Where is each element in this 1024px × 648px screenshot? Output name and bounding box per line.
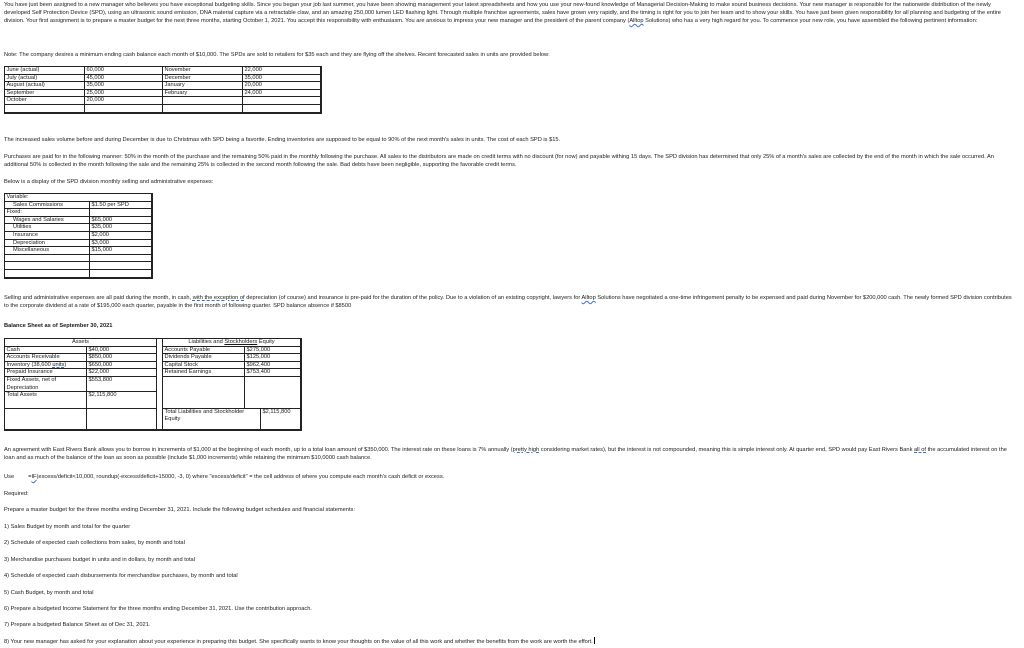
required-item-text: 2) Schedule of expected cash collections from sales, by month and total (4, 540, 185, 546)
bs-empty-cell (5, 409, 87, 431)
agreement-paragraph (4, 446, 1018, 462)
liabilities-header (163, 339, 301, 347)
bs-value: $125,000 (245, 354, 301, 362)
expense-label: Utilities (5, 224, 90, 232)
fixed-assets-label-1: Fixed Assets, net of (6, 377, 57, 383)
below-paragraph (4, 178, 1018, 186)
selling-text-c: depreciation (of course) and insurance is pre-paid for the duration of the policy. Due to a violation of an existing copyright, lawyers for (244, 295, 582, 301)
bs-empty-cell (163, 377, 245, 409)
required-heading: Required: (4, 491, 29, 497)
bs-empty-cell (245, 377, 301, 409)
required-item[interactable] (4, 637, 1018, 646)
forecast-units: 25,000 (85, 90, 163, 98)
forecast-month: February (163, 90, 243, 98)
bs-value: $2,115,800 (87, 392, 157, 408)
company-name: Alltop (581, 295, 596, 301)
expense-empty-cell (90, 262, 152, 270)
use-equals: = (28, 474, 32, 480)
forecast-units: 60,000 (85, 67, 163, 75)
bs-label: Dividends Payable (163, 354, 245, 362)
balance-sheet-title-wrap (4, 322, 1018, 330)
required-item (4, 539, 1018, 547)
company-name: Alltop (629, 18, 644, 24)
forecast-empty-cell (243, 97, 321, 105)
inventory-label-a: Inventory (38,600 (6, 361, 53, 368)
bs-label (163, 409, 261, 431)
bs-value: $22,000 (87, 369, 157, 377)
agreement-text-c: considering market rates), but the interest is not compounded, meaning this is simple interest only. At quarter end, SPD would pay East Rivers Bank (539, 447, 914, 453)
increase-paragraph (4, 136, 1018, 144)
forecast-units: 35,000 (85, 82, 163, 90)
expense-value: $65,000 (90, 217, 152, 225)
total-le-label-1: Total Liabilities and Stockholder (164, 408, 245, 415)
fixed-assets-label-2: Depreciation (6, 384, 39, 391)
selling-text-d: Solutions have negotiated a one-time infringement penalty to be expensed and paid during November for $200,000 cash. The newly formed SPD division contributes to the corporate dividend at a rate of $195,000 each quarter, payable in the first month of following quarter. SPD balance absence if $8500 (4, 295, 1012, 309)
balance-sheet-table (4, 338, 302, 431)
expense-value: $35,000 (90, 224, 152, 232)
expense-label: Miscellaneous (5, 247, 90, 255)
text-cursor (594, 637, 595, 644)
required-item-text: 5) Cash Budget, by month and total (4, 590, 94, 596)
forecast-month: December (163, 75, 243, 83)
required-item-text: 3) Merchandise purchases budget in units and in dollars, by month and total (4, 557, 195, 563)
expense-empty-cell (5, 262, 90, 270)
required-item-text: 6) Prepare a budgeted Income Statement for the three months ending December 31, 2021. Use the contribution approach. (4, 606, 312, 612)
expense-empty-cell (90, 270, 152, 278)
bs-label (5, 362, 87, 370)
selling-text-a: Selling and administrative expenses are all paid during the month, in cash, (4, 295, 193, 301)
purchases-text: Purchases are paid for in the following manner: 50% in the month of the purchase and the remaining 50% paid in the monthly following the purchase. All sales to the distributors are made on credit terms with no discount (for now) and payable withing 15 days. The SPD division has determined that only 25% of a month's sales are collected by the end of the month in which the sale occurred. An additional 50% is collected in the month following the sale and the remaining 25% is collected in the second month following the sale. Bad debts have been negligible, supporting the favorable credit terms. (4, 154, 994, 168)
expense-label: Depreciation (5, 240, 90, 248)
forecast-empty-cell (85, 105, 163, 113)
note-paragraph (4, 51, 1018, 59)
expense-label: Sales Commissions (5, 202, 90, 210)
expense-empty-cell (90, 255, 152, 263)
forecast-units: 20,000 (85, 97, 163, 105)
bs-value: $2,115,800 (261, 409, 301, 431)
liabilities-header-a: Liabilities and (188, 339, 225, 345)
expense-label: Insurance (5, 232, 90, 240)
forecast-units: 45,000 (85, 75, 163, 83)
bs-value: $650,000 (87, 362, 157, 370)
fixed-label: Fixed: (5, 209, 90, 217)
bs-empty-cell (87, 409, 157, 431)
forecast-empty-cell (163, 105, 243, 113)
increase-text: The increased sales volume before and during December is due to Christmas with SPD being a favorite. Ending inventories are supposed to be equal to 90% of the next month's sales in units. The cost of each SPD is $15. (4, 137, 561, 143)
intro-paragraph (4, 1, 1018, 25)
required-heading-wrap (4, 490, 1018, 498)
required-item-text: 7) Prepare a budgeted Balance Sheet as of Dec 31, 2021. (4, 622, 151, 628)
agreement-text-e: the accumulated interest on the loan and as much of the balance of the loan as soon as possible (include $1,000 increments) while retaining the minimum $10,0000 cash balance. (4, 447, 1007, 461)
prepare-text: Prepare a master budget for the three months ending December 31, 2021. Include the following budget schedules and financial statements: (4, 507, 355, 513)
forecast-month: October (5, 97, 85, 105)
expense-value: $1.50 per SPD (90, 202, 152, 210)
selling-text-b: with the exception of (192, 295, 245, 301)
bs-label (5, 377, 87, 392)
expense-value: $15,000 (90, 247, 152, 255)
forecast-month: July (actual) (5, 75, 85, 83)
inventory-label-b: units (52, 361, 65, 368)
liabilities-header-b: Stockholders (224, 339, 258, 345)
expense-label: Wages and Salaries (5, 217, 90, 225)
purchases-paragraph (4, 153, 1018, 169)
below-text: Below is a display of the SPD division monthly selling and administrative expenses: (4, 179, 214, 185)
forecast-units: 35,000 (243, 75, 321, 83)
forecast-month: January (163, 82, 243, 90)
intro-text-2: Solutions) who has a very high regard for you. To commence your new role, you have assembled the following pertinent information: (643, 18, 978, 24)
sales-forecast-table (4, 66, 322, 114)
required-item (4, 556, 1018, 564)
required-item (4, 572, 1018, 580)
agreement-text-b: pretty high (512, 447, 540, 453)
required-item (4, 621, 1018, 629)
forecast-units: 20,000 (243, 82, 321, 90)
expense-value: $2,000 (90, 232, 152, 240)
bs-value: $553,800 (87, 377, 157, 392)
bs-value: $962,400 (245, 362, 301, 370)
liabilities-header-c: Equity (257, 339, 275, 345)
variable-label: Variable: (5, 194, 152, 202)
prepare-paragraph (4, 506, 1018, 514)
forecast-month: June (actual) (5, 67, 85, 75)
use-line (4, 473, 1018, 481)
inventory-label-c: ) (64, 361, 67, 368)
use-if: IF (31, 474, 37, 480)
forecast-empty-cell (243, 105, 321, 113)
forecast-month: August (actual) (5, 82, 85, 90)
bs-label: Capital Stock (163, 362, 245, 370)
forecast-month: September (5, 90, 85, 98)
required-item (4, 523, 1018, 531)
required-item-text: 1) Sales Budget by month and total for the quarter (4, 524, 131, 530)
note-text: Note: The company desires a minimum ending cash balance each month of $10,000. The SPDs are sold to retailers for $35 each and they are flying off the shelves. Recent forecasted sales in units are provided below: (4, 52, 550, 58)
use-formula-text: (excess/deficit<10,000, roundup(-excess/deficit+15000, -3, 0) where "excess/deficit" = the cell address of where you compute each month's cash deficit or excess. (36, 474, 445, 480)
forecast-month: November (163, 67, 243, 75)
bs-label: Total Assets (5, 392, 87, 408)
expense-value: $3,000 (90, 240, 152, 248)
forecast-units: 22,000 (243, 67, 321, 75)
required-item-text: 4) Schedule of expected cash disbursements for merchandise purchases, by month and total (4, 573, 238, 579)
expenses-table (4, 193, 153, 279)
bs-label: Cash (5, 347, 87, 355)
expense-empty-cell (5, 255, 90, 263)
total-le-label-2: Equity (164, 416, 181, 423)
required-item (4, 605, 1018, 613)
bs-label: Prepaid Insurance (5, 369, 87, 377)
agreement-text-d: all of (914, 447, 927, 453)
forecast-empty-cell (163, 97, 243, 105)
agreement-text-a: An agreement with East Rivers Bank allows you to borrow in increments of $1,000 at the beginning of each month, up to a total loan amount of $350,000. The interest rate on these loans is 7% annually ( (4, 447, 513, 453)
expense-empty-cell (5, 270, 90, 278)
required-item (4, 589, 1018, 597)
bs-value: $753,400 (245, 369, 301, 377)
bs-value: $40,000 (87, 347, 157, 355)
bs-value: $850,000 (87, 354, 157, 362)
bs-label: Accounts Receivable (5, 354, 87, 362)
expense-empty-cell (90, 209, 152, 217)
bs-label: Accounts Payable (163, 347, 245, 355)
selling-paragraph (4, 294, 1018, 310)
forecast-units: 24,000 (243, 90, 321, 98)
bs-label: Retained Earnings (163, 369, 245, 377)
forecast-empty-cell (5, 105, 85, 113)
assets-header: Assets (5, 339, 157, 347)
intro-text-1: You have just been assigned to a new manager who believes you have exceptional budgeting skills. Since you began your job last summer, you have been showing management your latest spreadsheets and how you use your new-found knowledge of Managerial Decision-Making to make sound business decisions. Your new manager is responsible for the nationwide distribution of the newly developed Self Protection Device (SPD), using an ultrasonic sound emission, DNA material capture via a retractable claw, and an amazing 250,000 lumen LED flashing light. Through multiple franchise agreements, sales have grown very rapidly, and the timing is right for you to join her team and to show your skills. You have just been given responsibility for all planning and budgeting of the entire division. Your first assignment is to prepare a master budget for the next three months, starting October 1, 2021. You accept this responsibility with enthusiasm. You are anxious to impress your new manager and the president of the parent company ( (4, 2, 1001, 24)
balance-sheet-title: Balance Sheet as of September 30, 2021 (4, 323, 113, 329)
required-item-text: 8) Your new manager has asked for your explanation about your experience in preparing this budget. She specifically wants to know your thoughts on the value of all this work and whether the benefits from the work are worth the effort. (4, 639, 593, 645)
use-label: Use (4, 474, 15, 480)
bs-value: $275,000 (245, 347, 301, 355)
